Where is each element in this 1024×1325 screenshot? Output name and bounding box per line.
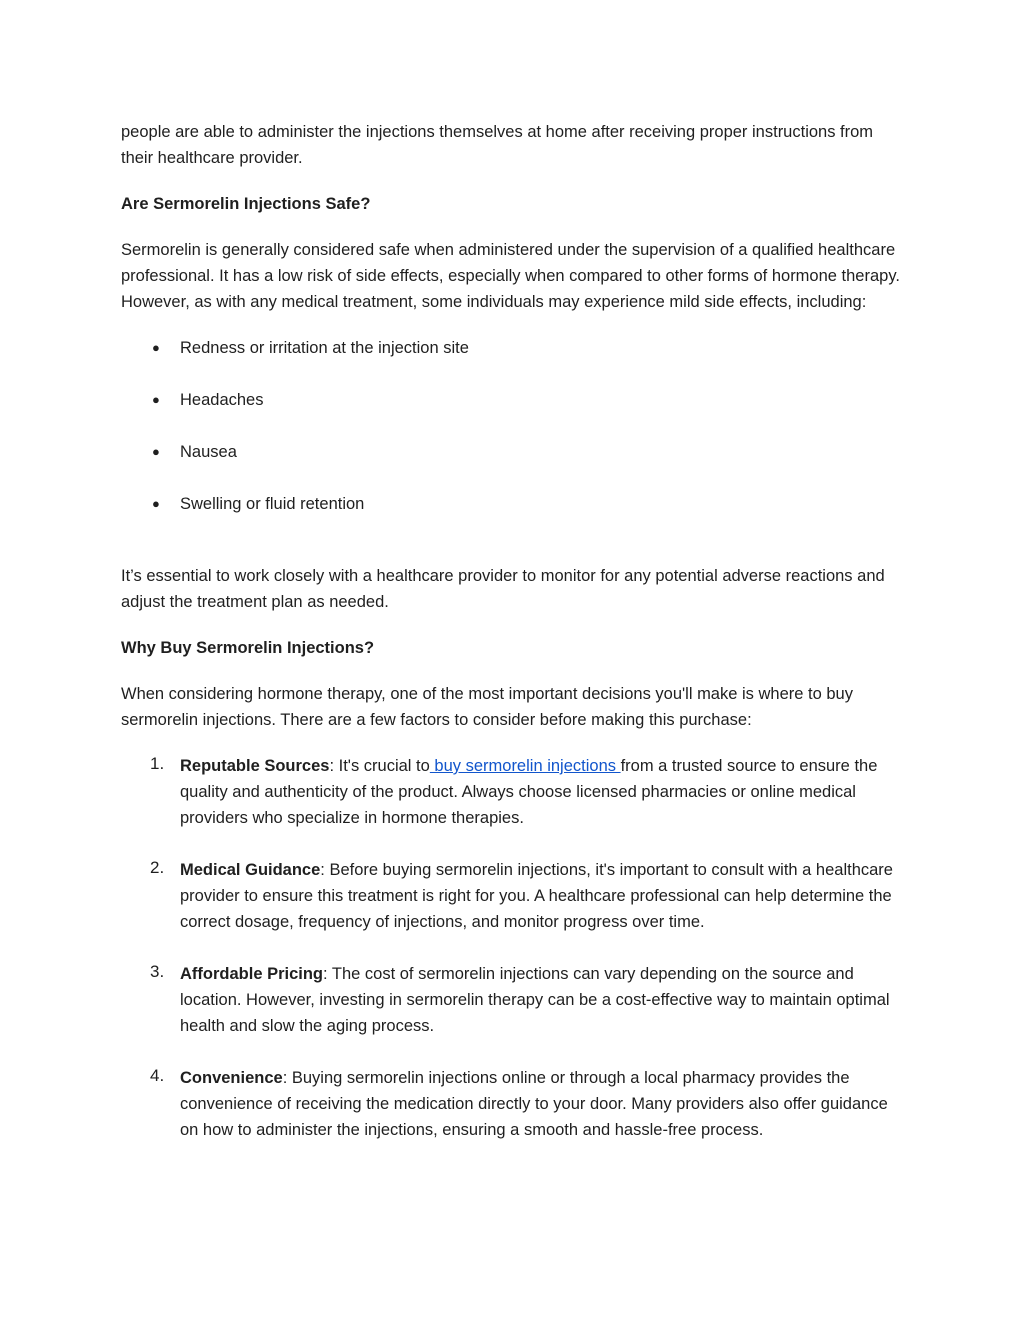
bullet-icon: ● xyxy=(152,444,160,459)
factor-title: Reputable Sources xyxy=(180,757,330,775)
factor-title: Affordable Pricing xyxy=(180,965,324,983)
list-number: 3. xyxy=(150,962,165,981)
safety-heading: Are Sermorelin Injections Safe? xyxy=(121,195,371,213)
document-page xyxy=(121,119,906,1169)
factor-title: Convenience xyxy=(180,1069,283,1087)
list-number: 1. xyxy=(150,754,165,773)
list-item xyxy=(121,857,906,935)
list-item xyxy=(121,335,906,361)
list-item xyxy=(121,439,906,465)
bullet-icon: ● xyxy=(152,496,160,511)
intro-paragraph: people are able to administer the injections themselves at home after receiving proper instructions from their healthcare provider. xyxy=(121,123,874,167)
list-item xyxy=(121,387,906,413)
list-item-text: Nausea xyxy=(180,443,237,461)
why-buy-heading: Why Buy Sermorelin Injections? xyxy=(121,639,375,657)
list-item xyxy=(121,753,906,831)
factor-text: from a trusted source to ensure the quality and authenticity of the product. Always choose licensed pharmacies or online medical providers who specialize in hormone therapies. xyxy=(180,757,878,827)
spacer xyxy=(121,543,906,563)
list-item xyxy=(121,491,906,517)
list-number: 4. xyxy=(150,1066,165,1085)
factor-text: : Buying sermorelin injections online or through a local pharmacy provides the convenience of receiving the medication directly to your door. Many providers also offer guidance on how to administer the injections, ensuring a smooth and hassle-free process. xyxy=(180,1069,888,1139)
safety-paragraph: Sermorelin is generally considered safe when administered under the supervision of a qualified healthcare professional. It has a low risk of side effects, especially when compared to other forms of hormone therapy. However, as with any medical treatment, some individuals may experience mild side effects, including: xyxy=(121,241,900,311)
factor-text: : Before buying sermorelin injections, it's important to consult with a healthcare provider to ensure this treatment is right for you. A healthcare professional can help determine the correct dosage, frequency of injections, and monitor progress over time. xyxy=(180,861,893,931)
list-item xyxy=(121,961,906,1039)
buy-factors-list xyxy=(121,753,906,1143)
factor-title: Medical Guidance xyxy=(180,861,321,879)
side-effects-list xyxy=(121,335,906,517)
list-item-text: Headaches xyxy=(180,391,264,409)
bullet-icon: ● xyxy=(152,392,160,407)
safety-closing-paragraph: It’s essential to work closely with a healthcare provider to monitor for any potential adverse reactions and adjust the treatment plan as needed. xyxy=(121,567,885,611)
factor-text: : The cost of sermorelin injections can vary depending on the source and location. However, investing in sermorelin therapy can be a cost-effective way to maintain optimal health and slow the aging process. xyxy=(180,965,890,1035)
list-item-text: Redness or irritation at the injection site xyxy=(180,339,469,357)
bullet-icon: ● xyxy=(152,340,160,355)
list-item xyxy=(121,1065,906,1143)
factor-text: : It's crucial to xyxy=(329,757,430,775)
buy-sermorelin-link[interactable]: buy sermorelin injections xyxy=(429,757,621,775)
why-buy-paragraph: When considering hormone therapy, one of the most important decisions you'll make is where to buy sermorelin injections. There are a few factors to consider before making this purchase: xyxy=(121,685,853,729)
list-number: 2. xyxy=(150,858,165,877)
list-item-text: Swelling or fluid retention xyxy=(180,495,365,513)
